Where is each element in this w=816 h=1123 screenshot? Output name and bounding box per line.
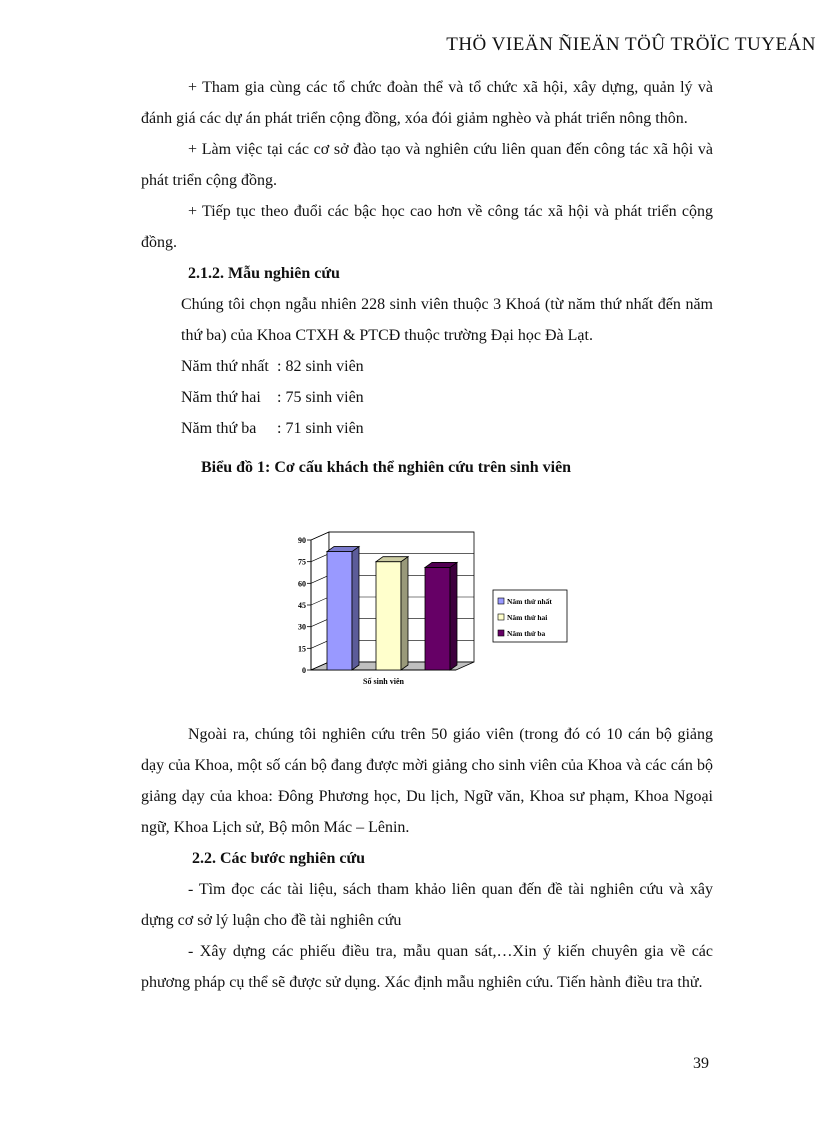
bar-side-3 (450, 562, 457, 670)
y-tick-label: 30 (298, 622, 306, 632)
y-tick-label: 0 (302, 666, 306, 675)
y-tick-label: 45 (298, 601, 306, 610)
page-header: THÖ VIEÄN ÑIEÄN TÖÛ TRÖÏC TUYEÁN (446, 34, 816, 55)
chart-container (141, 483, 713, 719)
bar-chart (141, 483, 713, 719)
legend-swatch-3 (498, 630, 504, 636)
x-axis-label: Số sinh viên (363, 677, 404, 686)
paragraph-5: Ngoài ra, chúng tôi nghiên cứu trên 50 giáo viên (trong đó có 10 cán bộ giảng dạy của Khoa, một số cán bộ đang được mời giảng cho sinh viên của Khoa và các cán bộ giảng dạy của khoa: Đông Phương học, Du lịch, Ngữ văn, Khoa sư phạm, Khoa Ngoại ngữ, Khoa Lịch sử, Bộ môn Mác – Lênin. (141, 726, 713, 836)
y-tick-label: 60 (298, 579, 306, 589)
paragraph-1: + Tham gia cùng các tổ chức đoàn thể và tổ chức xã hội, xây dựng, quản lý và đánh giá các dự án phát triển cộng đồng, xóa đói giảm nghèo và phát triển nông thôn. (141, 79, 713, 127)
bar-front-1 (327, 552, 352, 670)
paragraph-6: - Tìm đọc các tài liệu, sách tham khảo liên quan đến đề tài nghiên cứu và xây dựng cơ sở lý luận cho đề tài nghiên cứu (141, 881, 713, 929)
legend-swatch-1 (498, 598, 504, 604)
sample-label: Năm thứ hai (181, 389, 261, 406)
legend-swatch-2 (498, 614, 504, 620)
sample-row-3 (141, 413, 713, 444)
sample-label: Năm thứ ba (181, 420, 257, 437)
paragraph-4: Chúng tôi chọn ngẫu nhiên 228 sinh viên thuộc 3 Khoá (từ năm thứ nhất đến năm thứ ba) của Khoa CTXH & PTCĐ thuộc trường Đại học Đà Lạt. (181, 296, 713, 344)
sample-value: : 82 sinh viên (277, 358, 364, 375)
sample-row-1 (141, 351, 713, 382)
sample-row-2 (141, 382, 713, 413)
y-tick-label: 15 (298, 644, 306, 654)
legend-label-1: Năm thứ nhất (507, 597, 552, 606)
bar-front-2 (376, 562, 401, 670)
page-number: 39 (693, 1055, 709, 1072)
legend-label-3: Năm thứ ba (507, 629, 546, 638)
y-tick-label: 90 (298, 536, 306, 545)
y-tick-label: 75 (298, 557, 306, 567)
bar-side-1 (352, 547, 359, 670)
sample-value: : 71 sinh viên (277, 420, 364, 437)
section-heading-2-2: 2.2. Các bước nghiên cứu (192, 850, 365, 867)
document-body (141, 72, 713, 998)
legend-label-2: Năm thứ hai (507, 613, 548, 622)
bar-side-2 (401, 557, 408, 670)
bar-front-3 (425, 567, 450, 670)
paragraph-7: - Xây dựng các phiếu điều tra, mẫu quan sát,…Xin ý kiến chuyên gia về các phương pháp cụ thể sẽ được sử dụng. Xác định mẫu nghiên cứu. Tiến hành điều tra thử. (141, 943, 713, 991)
chart-caption: Biểu đồ 1: Cơ cấu khách thể nghiên cứu trên sinh viên (201, 459, 572, 476)
sample-value: : 75 sinh viên (277, 389, 364, 406)
sample-label: Năm thứ nhất (181, 358, 269, 375)
section-heading-2-1-2: 2.1.2. Mẫu nghiên cứu (188, 265, 340, 282)
paragraph-2: + Làm việc tại các cơ sở đào tạo và nghiên cứu liên quan đến công tác xã hội và phát triển cộng đồng. (141, 141, 713, 189)
paragraph-3: + Tiếp tục theo đuổi các bậc học cao hơn về công tác xã hội và phát triển cộng đồng. (141, 203, 713, 251)
